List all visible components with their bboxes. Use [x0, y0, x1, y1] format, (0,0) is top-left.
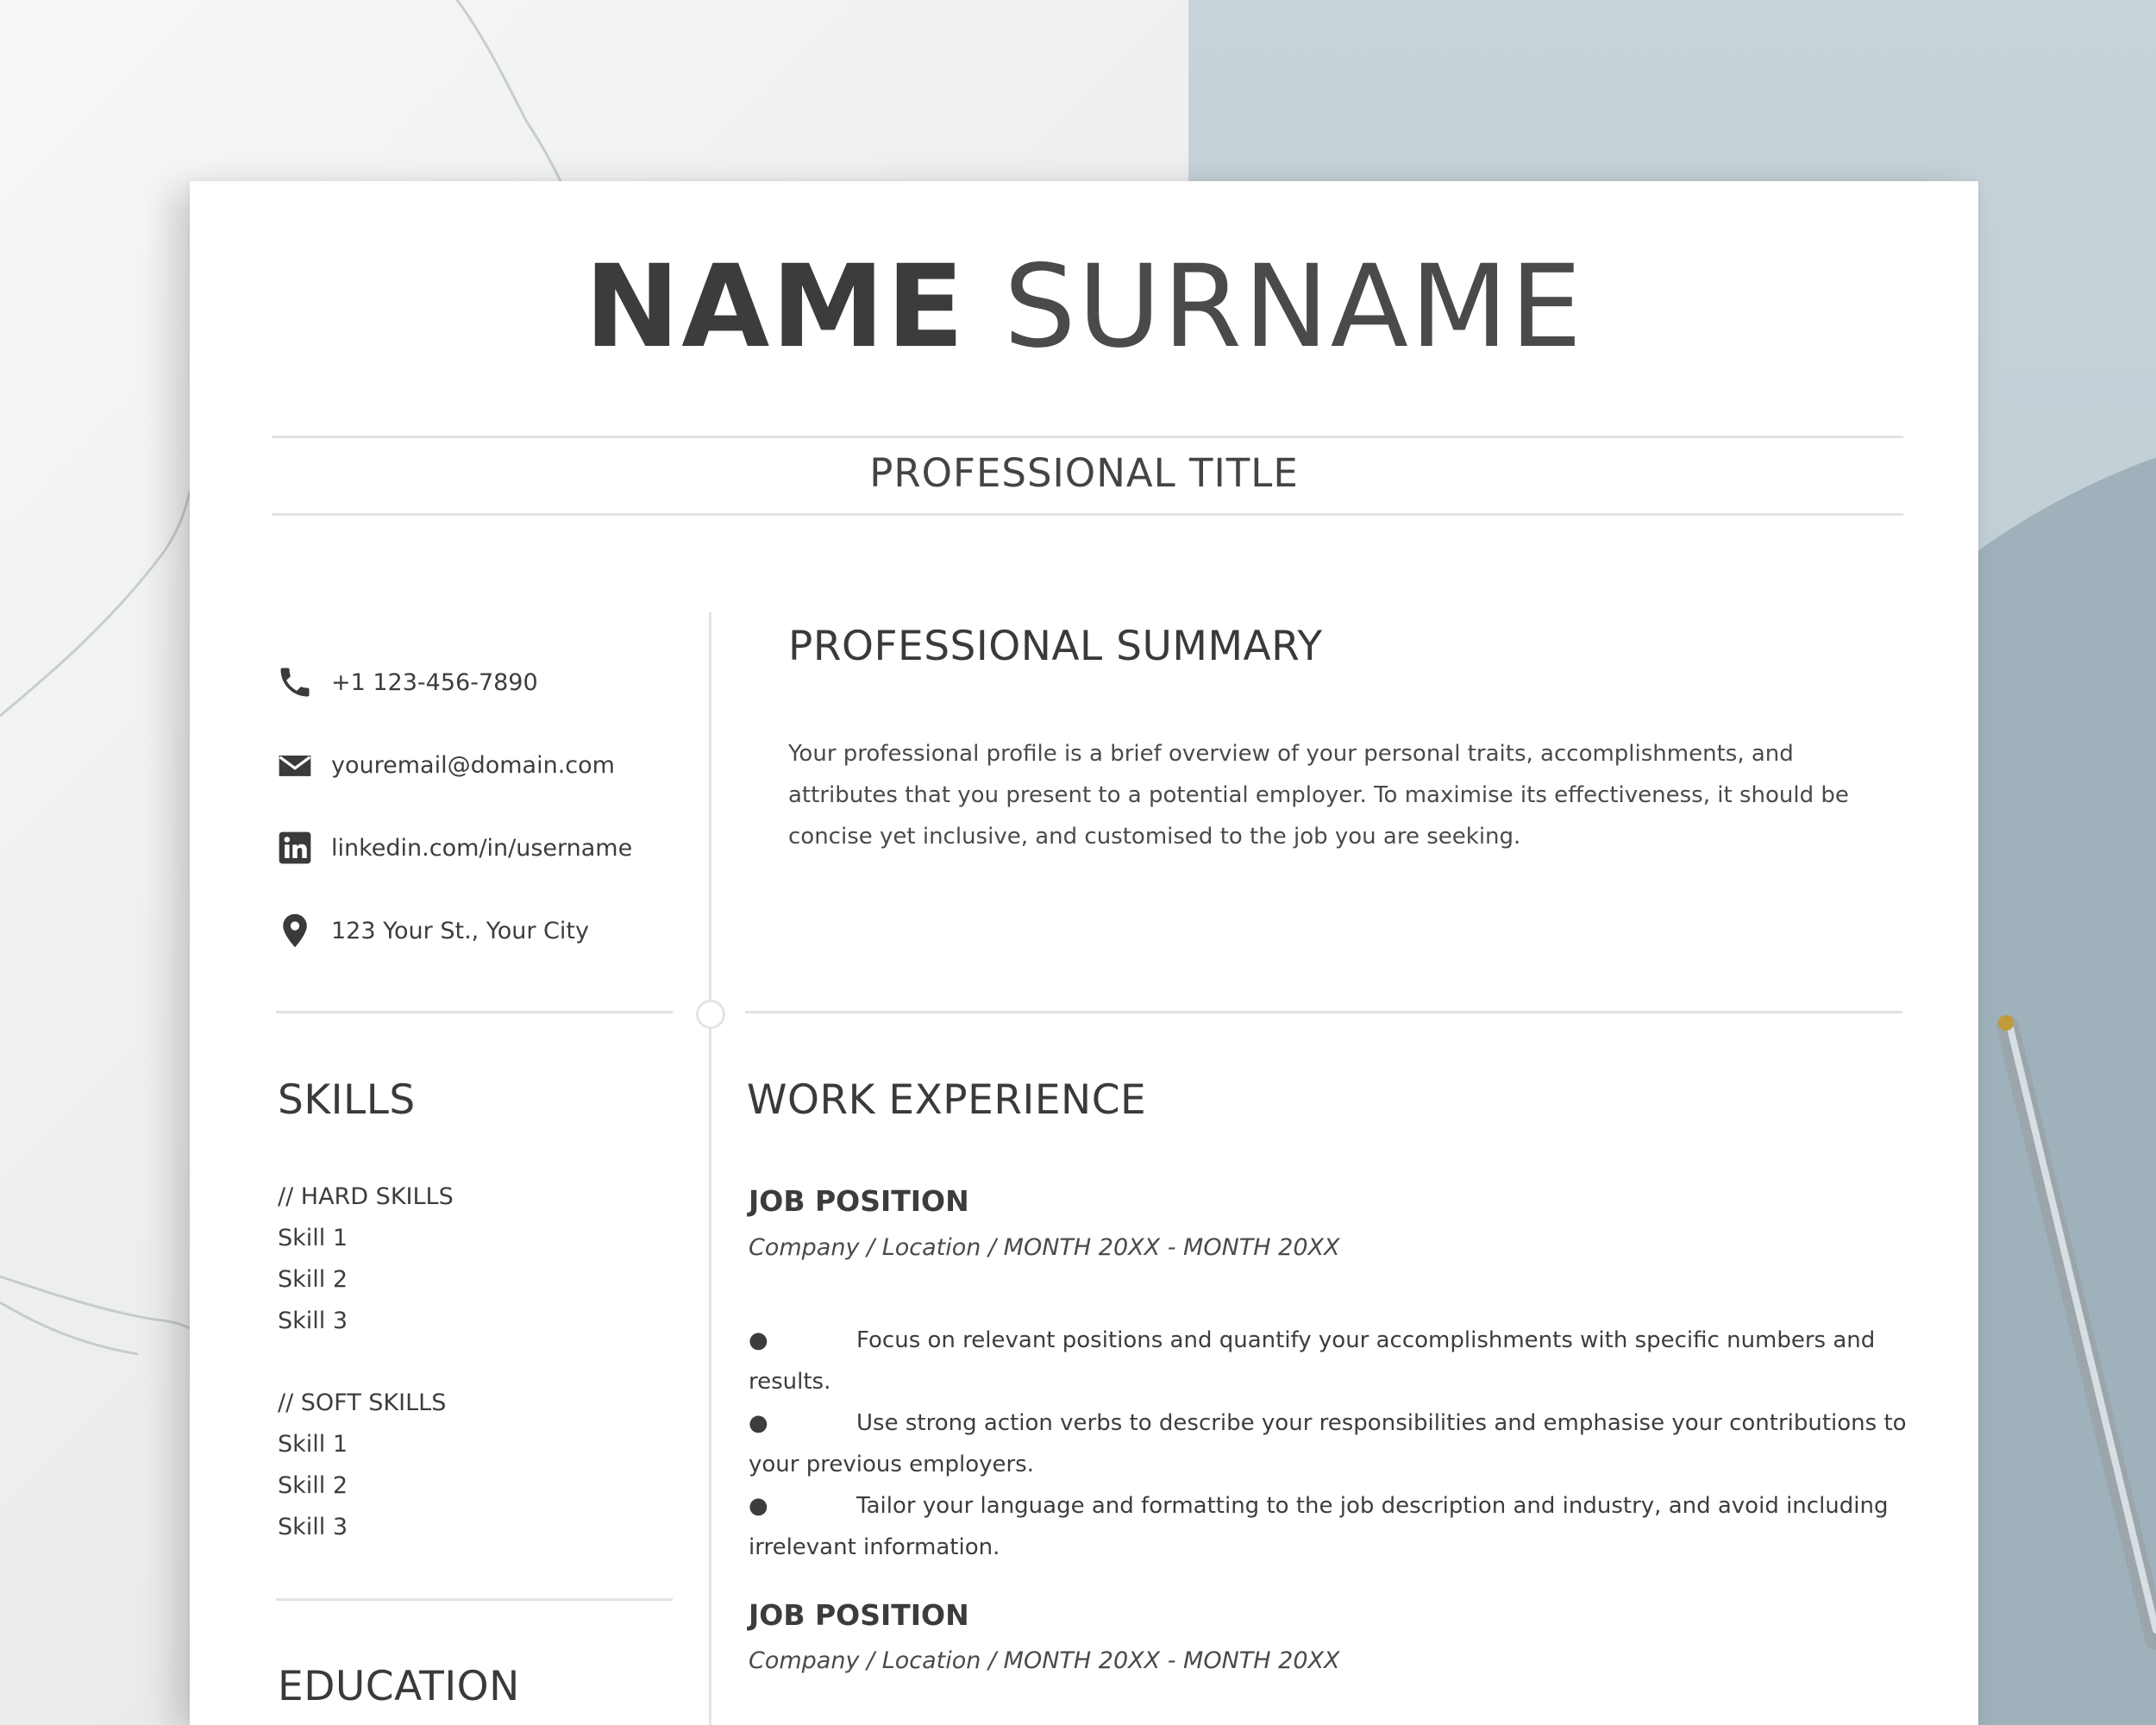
title-bottom-rule — [272, 513, 1903, 516]
column-divider — [709, 612, 711, 1725]
contact-address — [276, 905, 589, 957]
job-bullet-text: Tailor your language and formatting to the job description and industry, and avoid including irrelevant information. — [749, 1493, 1889, 1560]
job-bullet — [749, 1320, 1921, 1402]
last-name: SURNAME — [1003, 241, 1584, 373]
summary-text: Your professional profile is a brief overview of your personal traits, accomplishments, and attributes that you present to a potential employer. To maximise its effectiveness, it should be concise yet inclusive, and customised to the job you are seeking. — [788, 741, 1849, 850]
skills-heading: SKILLS — [278, 1076, 416, 1124]
contact-email-text: youremail@domain.com — [331, 751, 615, 779]
hard-skill-item: Skill 3 — [278, 1308, 348, 1334]
soft-skill-item: Skill 1 — [278, 1431, 348, 1458]
right-divider-1 — [745, 1011, 1902, 1013]
hard-skill-item: Skill 2 — [278, 1266, 348, 1293]
soft-skill-item: Skill 3 — [278, 1514, 348, 1540]
email-icon — [276, 746, 314, 784]
job-meta: Company / Location / MONTH 20XX - MONTH 20XX — [749, 1234, 1340, 1261]
linkedin-icon — [276, 829, 314, 867]
work-experience-heading: WORK EXPERIENCE — [747, 1076, 1147, 1124]
job-bullets — [749, 1320, 1921, 1568]
bullet-dot: ● — [749, 1410, 768, 1436]
contact-linkedin-text: linkedin.com/in/username — [331, 834, 633, 862]
soft-skills-label: // SOFT SKILLS — [278, 1389, 447, 1416]
summary-heading: PROFESSIONAL SUMMARY — [788, 623, 1323, 670]
contact-email — [276, 739, 615, 791]
education-heading: EDUCATION — [278, 1663, 520, 1710]
job-bullet-text: Focus on relevant positions and quantify your accomplishments with specific numbers and results. — [749, 1327, 1876, 1395]
location-pin-icon — [276, 912, 314, 950]
contact-phone — [276, 656, 538, 708]
bullet-dot: ● — [749, 1327, 768, 1353]
job-bullet — [749, 1402, 1921, 1485]
resume-page — [190, 181, 1978, 1725]
first-name: NAME — [584, 241, 966, 373]
job-title: JOB POSITION — [749, 1598, 969, 1632]
contact-linkedin — [276, 822, 632, 874]
professional-title: PROFESSIONAL TITLE — [869, 450, 1299, 496]
job-bullet-text: Use strong action verbs to describe your responsibilities and emphasise your contributions to your previous employers. — [749, 1410, 1907, 1477]
left-divider-2 — [276, 1598, 673, 1601]
job-title: JOB POSITION — [749, 1184, 969, 1218]
bullet-dot: ● — [749, 1493, 768, 1519]
hard-skill-item: Skill 1 — [278, 1225, 348, 1251]
left-divider-1 — [276, 1011, 673, 1013]
title-top-rule — [272, 436, 1903, 438]
contact-phone-text: +1 123-456-7890 — [331, 668, 538, 696]
pen-illustration — [1998, 1015, 2156, 1639]
job-bullet — [749, 1485, 1921, 1568]
resume-name — [190, 241, 1978, 373]
phone-icon — [276, 663, 314, 701]
hard-skills-label: // HARD SKILLS — [278, 1183, 454, 1210]
contact-address-text: 123 Your St., Your City — [331, 917, 589, 944]
divider-node — [696, 1000, 725, 1029]
job-meta: Company / Location / MONTH 20XX - MONTH 20XX — [749, 1647, 1340, 1674]
soft-skill-item: Skill 2 — [278, 1472, 348, 1499]
